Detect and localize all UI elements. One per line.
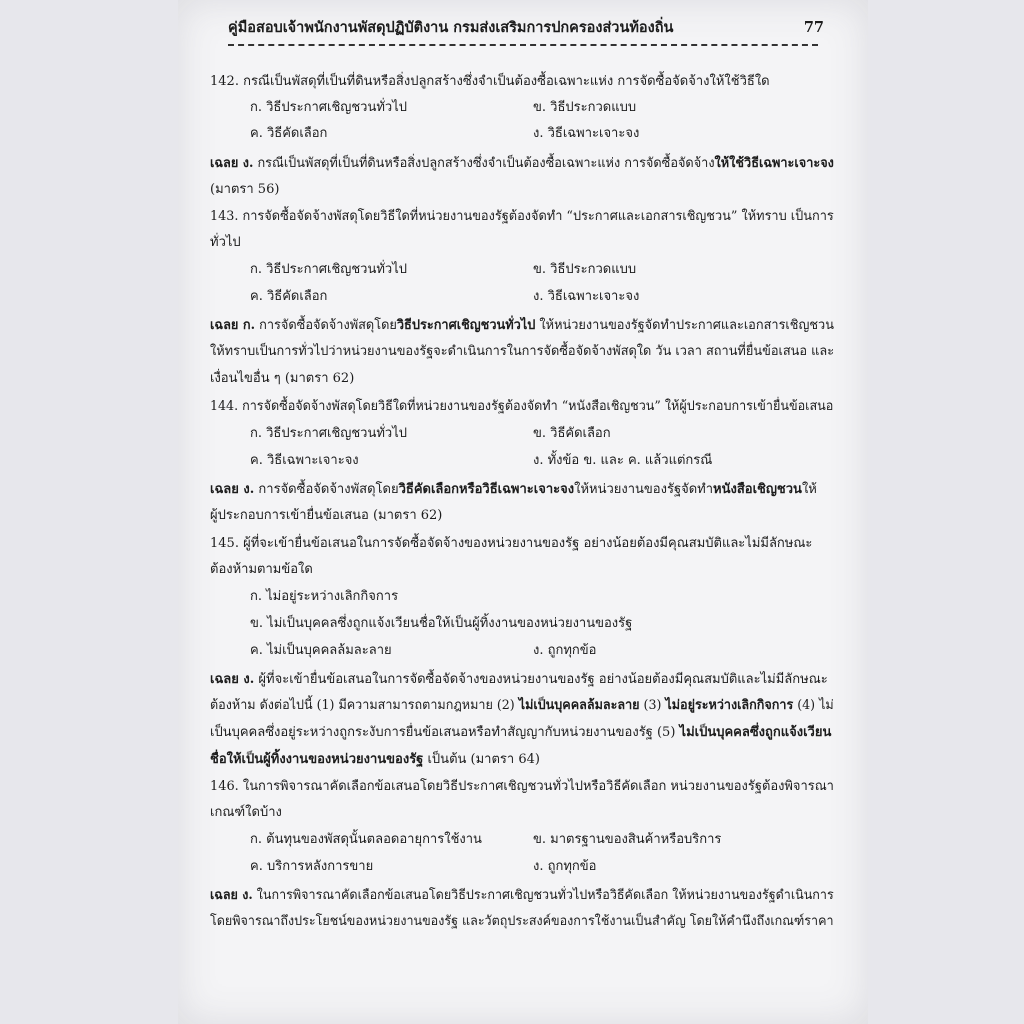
q142-answer-line1 [210, 155, 834, 173]
q145-answer-text: ผู้ที่จะเข้ายื่นข้อเสนอในการจัดซื้อจัดจ้างของหน่วยงานของรัฐ อย่างน้อยต้องมีคุณสมบัติและไม่มีลักษณะ [254, 672, 828, 687]
q144-answer-bold1: วิธีคัดเลือกหรือวิธีเฉพาะเจาะจง [398, 482, 575, 497]
question-142: 142. กรณีเป็นพัสดุที่เป็นที่ดินหรือสิ่งปลูกสร้างซึ่งจำเป็นต้องซื้อเฉพาะแห่ง การจัดซื้อจัดจ้างให้ใช้วิธีใด [210, 74, 770, 89]
q143-choice-c: ค. วิธีคัดเลือก [250, 289, 328, 304]
header-divider [228, 44, 818, 46]
q144-answer-pre: การจัดซื้อจัดจ้างพัสดุโดย [254, 482, 399, 497]
q144-choice-b: ข. วิธีคัดเลือก [533, 426, 611, 441]
q144-answer-post: ให้ [801, 482, 817, 497]
q143-choice-d: ง. วิธีเฉพาะเจาะจง [533, 289, 640, 304]
q143-answer-bold: วิธีประกาศเชิญชวนทั่วไป [396, 318, 536, 333]
q144-choice-a: ก. วิธีประกาศเชิญชวนทั่วไป [250, 426, 408, 441]
q146-choice-c: ค. บริการหลังการขาย [250, 859, 374, 874]
q145-answer-line4 [210, 751, 540, 769]
page-header [228, 14, 824, 40]
q143-answer-line3: เงื่อนไขอื่น ๆ (มาตรา 62) [210, 371, 355, 386]
q143-answer-pre: การจัดซื้อจัดจ้างพัสดุโดย [255, 318, 397, 333]
q145-choice-b: ข. ไม่เป็นบุคคลซึ่งถูกแจ้งเวียนชื่อให้เป็นผู้ทิ้งงานของหน่วยงานของรัฐ [250, 616, 633, 631]
q144-answer-line1 [210, 481, 817, 499]
q143-answer-line2: ให้ทราบเป็นการทั่วไปว่าหน่วยงานของรัฐจะดำเนินการในการจัดซื้อจัดจ้างพัสดุใด วัน เวลา สถานที่ยื่นข้อเสนอ และ [210, 344, 835, 359]
q144-choice-c: ค. วิธีเฉพาะเจาะจง [250, 453, 359, 468]
q142-choice-c: ค. วิธีคัดเลือก [250, 126, 328, 141]
q142-answer-bold: ให้ใช้วิธีเฉพาะเจาะจง [714, 156, 834, 171]
q145-answer-line2-pre: ต้องห้าม ดังต่อไปนี้ (1) มีความสามารถตามกฎหมาย (2) [210, 698, 519, 713]
q146-answer-label: เฉลย ง. [210, 888, 253, 903]
q145-choice-a: ก. ไม่อยู่ระหว่างเลิกกิจการ [250, 589, 399, 604]
q145-answer-line2-post: (4) ไม่ [793, 698, 834, 713]
q145-answer-line2-mid: (3) [639, 698, 666, 713]
question-143-line1: 143. การจัดซื้อจัดจ้างพัสดุโดยวิธีใดที่หน่วยงานของรัฐต้องจัดทำ “ประกาศและเอกสารเชิญชวน” ให้ทราบ เป็นการ [210, 209, 834, 224]
q145-answer-bold3: ไม่เป็นบุคคลซึ่งถูกแจ้งเวียน [679, 725, 832, 740]
question-143-line2: ทั่วไป [210, 235, 241, 250]
q144-answer-label: เฉลย ง. [210, 482, 255, 497]
q146-answer-text: ในการพิจารณาคัดเลือกข้อเสนอโดยวิธีประกาศเชิญชวนทั่วไปหรือวิธีคัดเลือก ให้หน่วยงานของรัฐดำเนินการ [252, 888, 834, 903]
q144-answer-bold2: หนังสือเชิญชวน [713, 482, 802, 497]
q146-choice-a: ก. ต้นทุนของพัสดุนั้นตลอดอายุการใช้งาน [250, 832, 482, 847]
q145-answer-line2 [210, 697, 834, 715]
q146-choice-d: ง. ถูกทุกข้อ [533, 859, 597, 874]
q145-answer-line1 [210, 671, 828, 689]
question-145-line1: 145. ผู้ที่จะเข้ายื่นข้อเสนอในการจัดซื้อจัดจ้างของหน่วยงานของรัฐ อย่างน้อยต้องมีคุณสมบัติและไม่มีลักษณะ [210, 536, 813, 551]
q142-choice-b: ข. วิธีประกวดแบบ [533, 100, 637, 115]
q145-answer-line3 [210, 724, 831, 742]
q146-choice-b: ข. มาตรฐานของสินค้าหรือบริการ [533, 832, 722, 847]
q145-choice-c: ค. ไม่เป็นบุคคลล้มละลาย [250, 643, 392, 658]
q142-answer-line2: (มาตรา 56) [210, 182, 280, 197]
question-146-line1: 146. ในการพิจารณาคัดเลือกข้อเสนอโดยวิธีประกาศเชิญชวนทั่วไปหรือวิธีคัดเลือก หน่วยงานของรัฐต้องพิจารณา [210, 779, 834, 794]
question-144: 144. การจัดซื้อจัดจ้างพัสดุโดยวิธีใดที่หน่วยงานของรัฐต้องจัดทำ “หนังสือเชิญชวน” ให้ผู้ประกอบการเข้ายื่นข้อเสนอ [210, 399, 834, 414]
q142-choice-d: ง. วิธีเฉพาะเจาะจง [533, 126, 640, 141]
q144-answer-mid: ให้หน่วยงานของรัฐจัดทำ [574, 482, 714, 497]
q145-answer-label: เฉลย ง. [210, 672, 255, 687]
q145-answer-bold4: ชื่อให้เป็นผู้ทิ้งงานของหน่วยงานของรัฐ [210, 752, 424, 767]
q144-choice-d: ง. ทั้งข้อ ข. และ ค. แล้วแต่กรณี [533, 453, 713, 468]
q142-choice-a: ก. วิธีประกาศเชิญชวนทั่วไป [250, 100, 408, 115]
q146-answer-line2: โดยพิจารณาถึงประโยชน์ของหน่วยงานของรัฐ และวัตถุประสงค์ของการใช้งานเป็นสำคัญ โดยให้คำนึงถึงเกณฑ์ราคา [210, 914, 834, 929]
q142-answer-text: กรณีเป็นพัสดุที่เป็นที่ดินหรือสิ่งปลูกสร้างซึ่งจำเป็นต้องซื้อเฉพาะแห่ง การจัดซื้อจัดจ้าง [253, 156, 715, 171]
q142-answer-label: เฉลย ง. [210, 156, 254, 171]
q143-answer-line1 [210, 317, 834, 335]
q143-answer-label: เฉลย ก. [210, 318, 256, 333]
question-145-line2: ต้องห้ามตามข้อใด [210, 562, 313, 577]
q146-answer-line1 [210, 887, 834, 905]
q145-answer-bold1: ไม่เป็นบุคคลล้มละลาย [518, 698, 640, 713]
page-number: 77 [803, 18, 824, 36]
q144-answer-line2: ผู้ประกอบการเข้ายื่นข้อเสนอ (มาตรา 62) [210, 508, 443, 523]
q145-choice-d: ง. ถูกทุกข้อ [533, 643, 597, 658]
q143-choice-a: ก. วิธีประกาศเชิญชวนทั่วไป [250, 262, 408, 277]
q145-answer-bold2: ไม่อยู่ระหว่างเลิกกิจการ [665, 698, 794, 713]
q143-answer-post: ให้หน่วยงานของรัฐจัดทำประกาศและเอกสารเชิญชวน [535, 318, 834, 333]
q143-choice-b: ข. วิธีประกวดแบบ [533, 262, 637, 277]
header-title: คู่มือสอบเจ้าพนักงานพัสดุปฏิบัติงาน กรมส่งเสริมการปกครองส่วนท้องถิ่น [228, 18, 674, 36]
question-146-line2: เกณฑ์ใดบ้าง [210, 805, 282, 820]
q145-answer-line4-post: เป็นต้น (มาตรา 64) [423, 752, 540, 767]
q145-answer-line3-pre: เป็นบุคคลซึ่งอยู่ระหว่างถูกระงับการยื่นข้อเสนอหรือทำสัญญากับหน่วยงานของรัฐ (5) [210, 725, 680, 740]
